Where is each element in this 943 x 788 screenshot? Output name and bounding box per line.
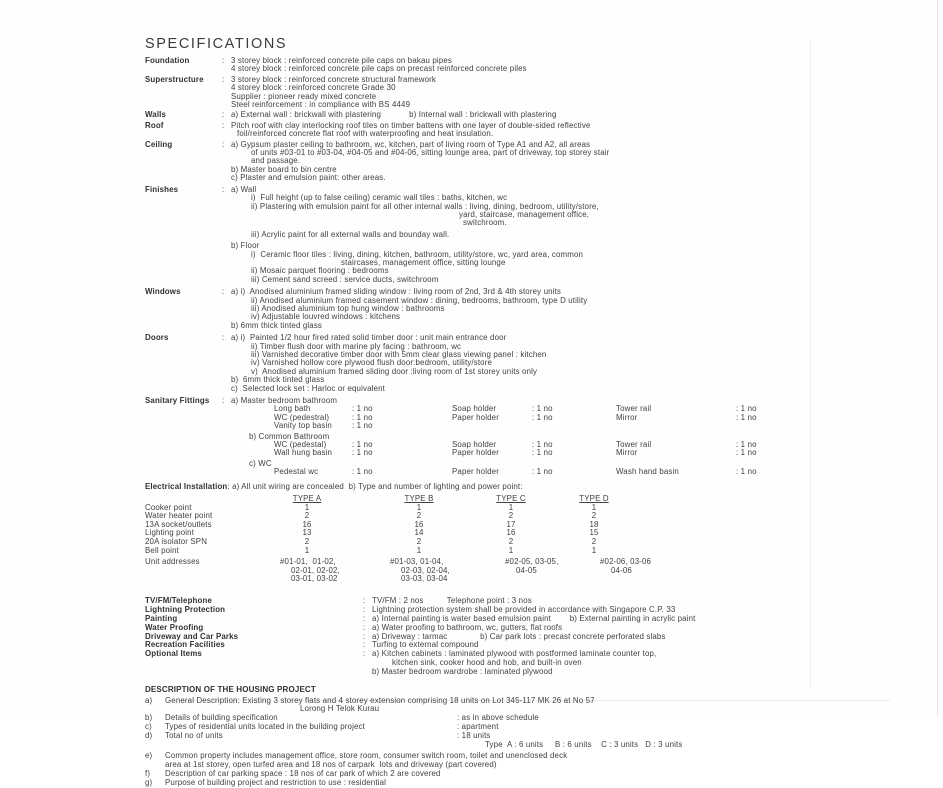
unit-addresses-type-d bbox=[600, 558, 845, 583]
electrical-table-row bbox=[145, 538, 845, 547]
colon-separator: : bbox=[222, 74, 225, 84]
unit-address-line: 03-03, 03-04 bbox=[401, 574, 448, 584]
colon-separator: : bbox=[363, 605, 366, 615]
spec-line: iii) Anodised aluminium top hung window : bathrooms bbox=[251, 303, 445, 313]
item-text: General Description: Existing 3 storey flats and 4 storey extension comprising 18 units on Lot 345-117 MK 26 at No 57 bbox=[165, 695, 595, 705]
fitting-name: Pedestal wc bbox=[274, 467, 319, 477]
cell-value: 16 bbox=[414, 519, 424, 529]
fitting-name: WC (pedestal) bbox=[274, 440, 327, 450]
unit-addresses-row bbox=[145, 558, 845, 583]
fitting-qty: : 1 no bbox=[736, 404, 757, 414]
fitting-name: Wall hung basin bbox=[274, 448, 333, 458]
cell-value: 1 bbox=[304, 502, 310, 512]
spec-line: Steel reinforcement : in compliance with BS 4449 bbox=[231, 100, 411, 110]
service-line: kitchen sink, cooker hood and hob, and built-in oven bbox=[392, 658, 582, 668]
fitting-name bbox=[452, 422, 532, 430]
colon-separator: : bbox=[363, 622, 366, 632]
item-text: Details of building specification bbox=[165, 713, 278, 723]
section-label: Doors bbox=[145, 333, 169, 343]
document-body bbox=[145, 36, 845, 788]
fitting-name: Paper holder bbox=[452, 412, 499, 422]
section-content bbox=[231, 397, 845, 477]
fitting-name: Tower rail bbox=[616, 404, 652, 414]
unit-address-line: #01-01, 01-02, bbox=[280, 557, 336, 567]
section-label: Electrical Installation bbox=[145, 481, 228, 491]
colon-separator: : bbox=[222, 120, 225, 130]
fitting-name: Wash hand basin bbox=[616, 467, 679, 477]
electrical-table-row bbox=[145, 529, 845, 538]
item-marker: d) bbox=[145, 730, 153, 740]
spec-line: staircases, management office, sitting lounge bbox=[341, 257, 506, 267]
unit-addresses-type-b bbox=[390, 558, 505, 583]
fitting-qty: : 1 no bbox=[532, 404, 553, 414]
colon-separator: : bbox=[363, 649, 366, 659]
col-header-type-b: TYPE B bbox=[404, 494, 434, 504]
row-label: 13A socket/outlets bbox=[145, 519, 212, 529]
service-line: Turfing to external compound bbox=[372, 640, 479, 650]
sanitary-row bbox=[231, 449, 845, 457]
description-item-d bbox=[145, 732, 845, 750]
cell-value: 1 bbox=[508, 502, 514, 512]
fitting-qty: : 1 no bbox=[352, 412, 373, 422]
cell-value: 15 bbox=[589, 528, 599, 538]
cell-value: 2 bbox=[591, 537, 597, 547]
service-line: Lightning protection system shall be provided in accordance with Singapore C.P. 33 bbox=[372, 605, 676, 615]
fitting-qty: : 1 no bbox=[352, 467, 373, 477]
fitting-qty bbox=[736, 422, 845, 430]
item-value: : 18 units bbox=[457, 730, 491, 740]
spec-line: iv) Adjustable louvred windows : kitchens bbox=[251, 312, 401, 322]
fitting-qty: : 1 no bbox=[736, 412, 757, 422]
fitting-name: Mirror bbox=[616, 448, 638, 458]
row-label: Lighting point bbox=[145, 528, 195, 538]
spec-line: 3 storey block : reinforced concrete structural framework bbox=[231, 74, 437, 84]
cell-value: 1 bbox=[304, 545, 310, 555]
colon-separator: : bbox=[222, 396, 225, 406]
description-heading: DESCRIPTION OF THE HOUSING PROJECT bbox=[145, 684, 316, 694]
section-electrical bbox=[145, 483, 845, 584]
electrical-table-row bbox=[145, 547, 845, 556]
unit-address-line: 02-01, 02-02, bbox=[291, 565, 340, 575]
spec-line: b) Master board to bin centre bbox=[231, 164, 337, 174]
section-content bbox=[231, 57, 845, 74]
item-text: Total no of units bbox=[165, 730, 223, 740]
section-content bbox=[231, 111, 845, 119]
spec-line: switchroom. bbox=[463, 218, 507, 228]
spec-line: 4 storey block : reinforced concrete Grade 30 bbox=[231, 83, 396, 93]
row-label: Cooker point bbox=[145, 502, 192, 512]
service-line: b) Master bedroom wardrobe : laminated plywood bbox=[372, 666, 553, 676]
item-value: : as in above schedule bbox=[457, 713, 539, 723]
row-label: Water heater point bbox=[145, 511, 213, 521]
section-finishes bbox=[145, 186, 845, 284]
unit-address-line: 02-03, 02-04, bbox=[401, 565, 450, 575]
spec-line: i) Full height (up to false ceiling) ceramic wall tiles : baths, kitchen, wc bbox=[251, 193, 508, 203]
cell-value: 17 bbox=[506, 519, 516, 529]
item-text-continuation: area at 1st storey, open turfed area and 18 nos of carpark lots and driveway (part covered) bbox=[165, 760, 497, 770]
unit-address-line: #02-05, 03-05, bbox=[505, 557, 559, 567]
fitting-name: WC (pedestral) bbox=[274, 412, 330, 422]
spec-line: foil/reinforced concrete flat roof with waterproofing and heat insulation. bbox=[237, 129, 494, 139]
scan-artifact-right-edge bbox=[937, 0, 938, 717]
fitting-qty: : 1 no bbox=[352, 404, 373, 414]
colon-separator: : bbox=[222, 139, 225, 149]
section-label: Walls bbox=[145, 110, 167, 120]
fitting-name: Tower rail bbox=[616, 440, 652, 450]
sanitary-heading-a: a) Master bedroom bathroom bbox=[231, 396, 338, 406]
fitting-name: Mirror bbox=[616, 412, 638, 422]
electrical-table-row bbox=[145, 521, 845, 530]
service-label: Recreation Facilities bbox=[145, 640, 225, 650]
unit-addresses-type-c bbox=[505, 558, 600, 583]
section-ceiling bbox=[145, 141, 845, 183]
colon-separator: : bbox=[363, 596, 366, 606]
fitting-qty bbox=[532, 422, 616, 430]
fitting-qty: : 1 no bbox=[352, 440, 373, 450]
section-walls bbox=[145, 111, 845, 119]
item-marker: a) bbox=[145, 695, 153, 705]
colon-separator: : bbox=[222, 56, 225, 65]
cell-value: 2 bbox=[591, 511, 597, 521]
row-optional-items bbox=[145, 650, 845, 676]
colon-separator: : bbox=[222, 110, 225, 120]
cell-value: 16 bbox=[506, 528, 516, 538]
section-content bbox=[231, 288, 845, 330]
fitting-qty: : 1 no bbox=[352, 448, 373, 458]
spec-line: i) Ceramic floor tiles : living, dining, kitchen, bathroom, utility/store, wc, yard area, common bbox=[251, 249, 584, 259]
section-doors bbox=[145, 334, 845, 393]
item-value-continuation: Type A : 6 units B : 6 units C : 3 units D : 3 units bbox=[485, 739, 683, 749]
item-text: Common property includes management office, store room, consumer switch room, toilet and unenclosed deck bbox=[165, 751, 568, 761]
spec-line: b) 6mm thick tinted glass bbox=[231, 375, 325, 385]
service-label: Water Proofing bbox=[145, 622, 204, 632]
service-line: TV/FM : 2 nos Telephone point : 3 nos bbox=[372, 596, 532, 606]
fitting-qty: : 1 no bbox=[532, 448, 553, 458]
spec-line: iii) Cement sand screed : service ducts, switchroom bbox=[251, 274, 439, 284]
description-section bbox=[145, 685, 845, 788]
cell-value: 1 bbox=[591, 545, 597, 555]
cell-value: 2 bbox=[416, 511, 422, 521]
spec-line: iii) Acrylic paint for all external walls and bounday wall. bbox=[251, 229, 450, 239]
item-text-continuation: Lorong H Telok Kurau bbox=[300, 704, 380, 714]
fitting-name: Paper holder bbox=[452, 467, 499, 477]
colon-separator: : bbox=[222, 287, 225, 297]
section-foundation bbox=[145, 57, 845, 74]
fitting-qty: : 1 no bbox=[532, 412, 553, 422]
section-label: Superstructure bbox=[145, 74, 204, 84]
fitting-qty: : 1 no bbox=[532, 467, 553, 477]
sanitary-heading-b: b) Common Bathroom bbox=[249, 431, 330, 441]
spec-line: ii) Plastering with emulsion paint for all other internal walls : living, dining, bedroom, utility/store, bbox=[251, 201, 599, 211]
spec-line: a) Wall bbox=[231, 184, 257, 194]
fitting-name: Vanity top basin bbox=[274, 421, 332, 431]
unit-address-line: 04-06 bbox=[611, 565, 632, 575]
fitting-name bbox=[616, 422, 736, 430]
fitting-name: Long bath bbox=[274, 404, 311, 414]
fitting-qty: : 1 no bbox=[532, 440, 553, 450]
service-line: a) Internal painting is water based emulsion paint b) External painting in acrylic paint bbox=[372, 614, 696, 624]
spec-line: yard, staircase, management office, bbox=[459, 209, 590, 219]
section-roof bbox=[145, 122, 845, 139]
item-marker: e) bbox=[145, 751, 153, 761]
spec-line: iii) Varnished decorative timber door with 5mm clear glass viewing panel : kitchen bbox=[251, 350, 547, 359]
spec-line: v) Anodised aluminium framed sliding door :living room of 1st storey units only bbox=[251, 366, 538, 376]
spec-line: a) i) Painted 1/2 hour fired rated solid timber door : unit main entrance door bbox=[231, 333, 507, 343]
col-header-type-d: TYPE D bbox=[579, 494, 609, 504]
spec-line: a) External wall : brickwall with plastering b) Internal wall : brickwall with plastering bbox=[231, 110, 557, 120]
services-block bbox=[145, 597, 845, 676]
fitting-qty: : 1 no bbox=[736, 448, 757, 458]
cell-value: 2 bbox=[416, 537, 422, 547]
section-label: Windows bbox=[145, 287, 181, 297]
section-label: Foundation bbox=[145, 56, 190, 65]
section-windows bbox=[145, 288, 845, 330]
spec-line: of units #03-01 to #03-04, #04-05 and #04-06, sitting lounge area, part of driveway, top storey stair bbox=[251, 148, 610, 158]
cell-value: 1 bbox=[416, 545, 422, 555]
spec-line: 4 storey block : reinforced concrete pile caps on precast reinforced concrete piles bbox=[231, 64, 527, 74]
row-label: 20A isolator SPN bbox=[145, 537, 208, 547]
fitting-qty: : 1 no bbox=[352, 421, 373, 431]
cell-value: 2 bbox=[508, 537, 514, 547]
item-text: Description of car parking space : 18 nos of car park of which 2 are covered bbox=[165, 769, 441, 779]
section-superstructure bbox=[145, 76, 845, 110]
description-item-e bbox=[145, 752, 845, 770]
row-label: Unit addresses bbox=[145, 557, 200, 567]
colon-separator: : bbox=[363, 614, 366, 624]
cell-value: 2 bbox=[304, 537, 310, 547]
service-label: Lightning Protection bbox=[145, 605, 226, 615]
section-content bbox=[231, 186, 845, 284]
description-item-g bbox=[145, 779, 845, 788]
service-line: a) Water proofing to bathroom, wc, gutters, flat roofs bbox=[372, 622, 563, 632]
spec-line: b) 6mm thick tinted glass bbox=[231, 320, 323, 330]
item-marker: g) bbox=[145, 777, 153, 787]
spec-line: b) Floor bbox=[231, 241, 260, 251]
electrical-intro: a) All unit wiring are concealed b) Type and number of lighting and power point: bbox=[232, 481, 523, 491]
unit-addresses-type-a bbox=[280, 558, 390, 583]
fitting-qty: : 1 no bbox=[736, 467, 757, 477]
item-marker: b) bbox=[145, 713, 153, 723]
item-marker: c) bbox=[145, 722, 152, 732]
spec-line: ii) Anodised aluminium framed casement window : dining, bedrooms, bathroom, type D utility bbox=[251, 295, 588, 305]
section-content bbox=[231, 76, 845, 110]
service-line: a) Kitchen cabinets : laminated plywood with postformed laminate counter top, bbox=[372, 649, 657, 659]
cell-value: 14 bbox=[414, 528, 424, 538]
section-label: Finishes bbox=[145, 184, 179, 194]
row-driveway-car-parks bbox=[145, 633, 845, 642]
spec-line: iv) Varnished hollow core plywood flush door:bedroom, utility/store bbox=[251, 358, 493, 368]
section-sanitary-fittings bbox=[145, 397, 845, 477]
spec-line: ii) Mosaic parquet flooring : bedrooms bbox=[251, 266, 389, 276]
cell-value: 2 bbox=[304, 511, 310, 521]
cell-value: 16 bbox=[302, 519, 312, 529]
sanitary-row bbox=[231, 468, 845, 476]
electrical-table-row bbox=[145, 512, 845, 521]
electrical-heading bbox=[145, 483, 845, 491]
section-label: Sanitary Fittings bbox=[145, 396, 210, 406]
service-label: Painting bbox=[145, 614, 178, 624]
cell-value: 1 bbox=[591, 502, 597, 512]
colon-separator: : bbox=[363, 640, 366, 650]
spec-line: ii) Timber flush door with marine ply facing : bathroom, wc bbox=[251, 341, 462, 351]
sanitary-heading-c: c) WC bbox=[249, 458, 272, 468]
fitting-name: Soap holder bbox=[452, 404, 497, 414]
electrical-table-row bbox=[145, 504, 845, 513]
col-header-type-a: TYPE A bbox=[292, 494, 322, 504]
spec-line: Pitch roof with clay interlocking roof tiles on timber battens with one layer of double-sided reflective bbox=[231, 120, 591, 130]
spec-line: c) Plaster and emulsion paint: other areas. bbox=[231, 173, 386, 183]
cell-value: 1 bbox=[508, 545, 514, 555]
sanitary-row bbox=[231, 422, 845, 430]
service-label: Driveway and Car Parks bbox=[145, 631, 239, 641]
item-marker: f) bbox=[145, 769, 151, 779]
unit-address-line: 04-05 bbox=[516, 565, 537, 575]
description-item-c bbox=[145, 723, 845, 732]
fitting-name: Soap holder bbox=[452, 440, 497, 450]
item-text: Purpose of building project and restriction to use : residential bbox=[165, 777, 387, 787]
col-header-type-c: TYPE C bbox=[496, 494, 526, 504]
section-content bbox=[231, 122, 845, 139]
colon-separator: : bbox=[222, 184, 225, 194]
spec-line: Supplier : pioneer ready mixed concrete bbox=[231, 91, 377, 101]
unit-address-line: #01-03, 01-04, bbox=[390, 557, 444, 567]
unit-address-line: 03-01, 03-02 bbox=[291, 574, 338, 584]
colon-separator: : bbox=[363, 631, 366, 641]
section-content bbox=[231, 141, 845, 183]
colon-separator: : bbox=[227, 481, 230, 491]
cell-value: 1 bbox=[416, 502, 422, 512]
section-label: Ceiling bbox=[145, 139, 173, 149]
cell-value: 18 bbox=[589, 519, 599, 529]
section-content bbox=[231, 334, 845, 393]
row-label: Bell point bbox=[145, 545, 179, 555]
fitting-qty: : 1 no bbox=[736, 440, 757, 450]
page-title: SPECIFICATIONS bbox=[145, 36, 288, 52]
electrical-table-header bbox=[145, 495, 845, 504]
section-label: Roof bbox=[145, 120, 164, 130]
service-line: a) Driveway : tarmac b) Car park lots : precast concrete perforated slabs bbox=[372, 631, 666, 641]
colon-separator: : bbox=[222, 333, 225, 343]
service-label: TV/FM/Telephone bbox=[145, 596, 212, 606]
fitting-name: Paper holder bbox=[452, 448, 499, 458]
unit-address-line: #02-06, 03-06 bbox=[600, 557, 652, 567]
cell-value: 13 bbox=[302, 528, 312, 538]
item-text: Types of residential units located in the building project bbox=[165, 722, 365, 732]
spec-line: a) i) Anodised aluminium framed sliding window : living room of 2nd, 3rd & 4th storey units bbox=[231, 287, 562, 297]
spec-line: 3 storey block : reinforced concrete pile caps on bakau pipes bbox=[231, 56, 453, 65]
cell-value: 2 bbox=[508, 511, 514, 521]
spec-line: c) Selected lock set : Harloc or equivalent bbox=[231, 383, 385, 393]
spec-line: a) Gypsum plaster ceiling to bathroom, wc, kitchen, part of living room of Type A1 and A2, all areas bbox=[231, 139, 591, 149]
description-item-a bbox=[145, 697, 845, 715]
item-value: : apartment bbox=[457, 722, 499, 732]
spec-line: and passage. bbox=[251, 156, 301, 166]
service-label: Optional Items bbox=[145, 649, 202, 659]
